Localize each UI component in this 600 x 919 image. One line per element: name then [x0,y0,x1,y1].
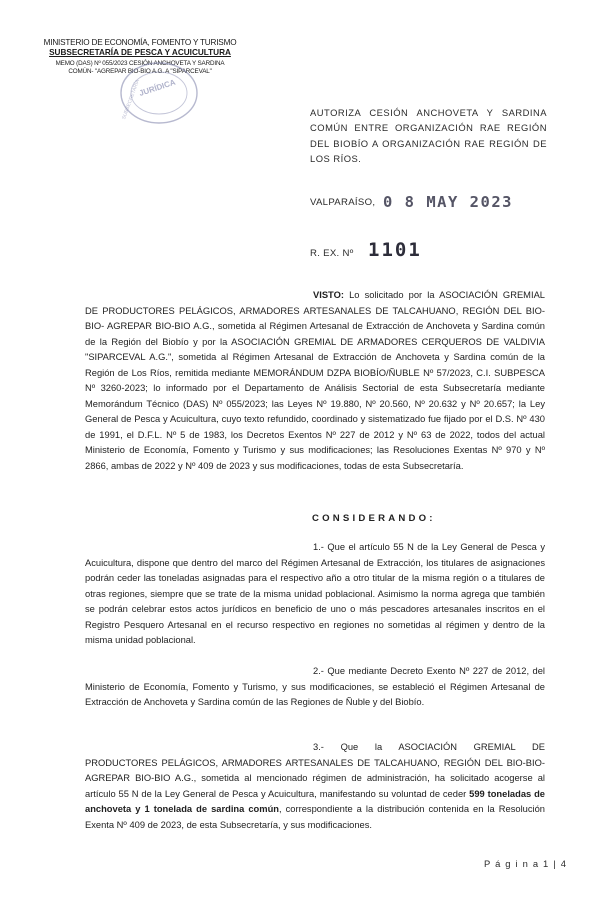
memo-reference: MEMO (DAS) Nº 055/2023 CESIÓN ANCHOVETA Y SARDINA [55,60,225,67]
ministry-name: MINISTERIO DE ECONOMÍA, FOMENTO Y TURISMO [43,38,237,47]
place-label: VALPARAÍSO, [310,197,376,208]
subsecretaria-name: SUBSECRETARÍA DE PESCA Y ACUICULTURA [49,48,231,57]
ceded-tonnage: 599 toneladas de anchoveta y 1 tonelada de sardina común [85,788,545,815]
considerando-3: 3.- Que la ASOCIACIÓN GREMIAL DE PRODUCTORES PELÁGICOS, ARMADORES ARTESANALES DE TALCAHUANO, REGIÓN DEL BIO-BIO- AGREPAR BIO-BIO A.G., sometida al mencionado régimen de administración, ha solicitado acogerse al artículo 55 N de la Ley General de Pesca y Acuicultura, manifestando su voluntad de ceder 599 toneladas de anchoveta y 1 tonelada de sardina común, correspondiente a la distribución contenida en la Resolución Exenta Nº 409 de 2023, de esta Subsecretaría, y sus modificaciones. [85,742,545,830]
page-number: P á g i n a 1 | 4 [484,858,568,869]
date-stamp: 0 8 MAY 2023 [383,193,513,211]
considerando-1: 1.- Que el artículo 55 N de la Ley General de Pesca y Acuicultura, dispone que dentro del marco del Régimen Artesanal de Extracción, los titulares de asignaciones podrán ceder las toneladas asignadas para el respectivo año a otro titular de la misma región o a titulares de otras regiones, siempre que se trate de la misma unidad poblacional. Asimismo la norma agrega que también se podrán celebrar estos actos jurídicos en beneficio de uno o más pescadores artesanales inscritos en el Registro Pesquero Artesanal en el recurso respectivo en regiones no sometidas al régimen y dentro de la misma unidad poblacional. [85,542,545,646]
org-agrepar-c3: ASOCIACIÓN GREMIAL DE PRODUCTORES PELÁGICOS, ARMADORES ARTESANALES DE TALCAHUANO, REGIÓN DEL BIO-BIO- AGREPAR BIO-BIO A.G. [85,742,545,784]
considerando-heading: CONSIDERANDO: [312,513,436,524]
memo-reference-2: COMÚN- "AGREPAR BIO-BIO A.G. A "SIPARCEVAL" [68,68,212,75]
stamp-text-top: JURÍDICA [137,77,177,98]
stamp-text-side: SUBSECRETARÍA [121,78,142,121]
visto-label: VISTO: [313,290,344,300]
legal-dept-stamp [118,60,200,126]
resolution-number-label: R. EX. Nº [310,248,354,259]
considerando-2: 2.- Que mediante Decreto Exento Nº 227 de 2012, del Ministerio de Economía, Fomento y Turismo, y sus modificaciones, se estableció el Régimen Artesanal de Extracción de Anchoveta y Sardina común de las Regiones de Ñuble y del Biobío. [85,666,545,708]
resolution-subject: AUTORIZA CESIÓN ANCHOVETA Y SARDINA COMÚN ENTRE ORGANIZACIÓN RAE REGIÓN DEL BIOBÍO A ORGANIZACIÓN RAE REGIÓN DE LOS RÍOS. [310,107,547,164]
visto-paragraph: VISTO: Lo solicitado por la ASOCIACIÓN GREMIAL DE PRODUCTORES PELÁGICOS, ARMADORES ARTESANALES DE TALCAHUANO, REGIÓN DEL BIO-BIO- AGREPAR BIO-BIO A.G., sometida al Régimen Artesanal de Extracción de Anchoveta y Sardina común de la Región del Biobío y por la ASOCIACIÓN GREMIAL DE ARMADORES CERQUEROS DE VALDIVIA "SIPARCEVAL A.G.", sometida al Régimen Artesanal de Extracción de Anchoveta y Sardina común de la Región de Los Ríos, remitida mediante MEMORÁNDUM DZPA BIOBÍO/ÑUBLE Nº 57/2023, C.I. SUBPESCA Nº 3260-2023; lo informado por el Departamento de Análisis Sectorial de esta Subsecretaría mediante Memorándum Técnico (DAS) Nº 055/2023; las Leyes Nº 19.880, Nº 20.560, Nº 20.632 y Nº 20.657; la Ley General de Pesca y Acuicultura, cuyo texto refundido, coordinado y sistematizado fue fijado por el D.S. Nº 430 de 1991, el D.F.L. Nº 5 de 1983, los Decretos Exentos Nº 227 de 2012 y Nº 63 de 2022, todos del actual Ministerio de Economía, Fomento y Turismo y sus modificaciones; las Resoluciones Exentas Nº 970 y Nº 2866, ambas de 2022 y Nº 409 de 2023 y sus modificaciones, todas de esta Subsecretaría. [85,290,545,472]
resolution-number: 1101 [368,239,422,261]
org-siparceval: ASOCIACIÓN GREMIAL DE ARMADORES CERQUEROS DE VALDIVIA "SIPARCEVAL A.G." [85,336,545,363]
org-agrepar: ASOCIACIÓN GREMIAL DE PRODUCTORES PELÁGICOS, ARMADORES ARTESANALES DE TALCAHUANO, REGIÓN DEL BIO-BIO- AGREPAR BIO-BIO A.G. [85,290,545,332]
